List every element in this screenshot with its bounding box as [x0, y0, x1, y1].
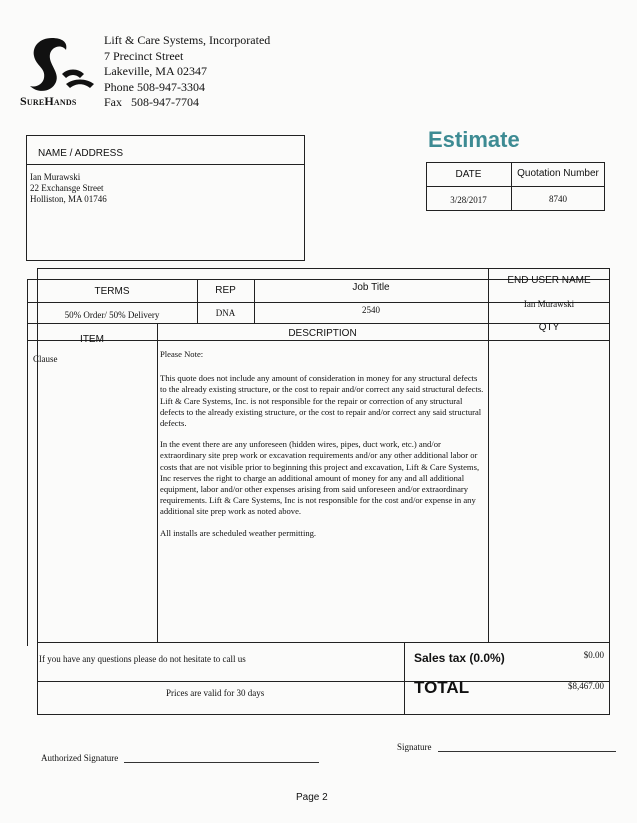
description-paragraph-2: In the event there are any unforeseen (hidden wires, pipes, duct work, etc.) and/or extraordinary site prep work or excavation requirements and/or any other additional labor or costs that are not visible prior to beginning this project and excavation, Lift & Care Systems, Inc reserves the right to charge an additional amount of money for any and all additional equipment, labor and/or other expenses arising from said unforeseen and/or extraordinary requirements. Lift & Care Systems, Inc is not responsible for the cost and/or expense in any additional site prep work as noted above. [160, 439, 480, 517]
prices-valid-note: Prices are valid for 30 days [166, 688, 265, 698]
description-title: Please Note: [160, 349, 204, 359]
address-header: NAME / ADDRESS [38, 148, 124, 159]
page-number: Page 2 [296, 792, 328, 803]
rep-header: REP [215, 285, 236, 296]
job-title-value: 2540 [362, 305, 380, 315]
end-user-value: Ian Murawski [523, 299, 575, 309]
description-paragraph-1: This quote does not include any amount of consideration in money for any structural defects to the already existing structure, or the cost to repair and/or correct any said structural defects. Lift & Care Systems, Inc. is not responsible for the repair or correction of any structural defects to the already existing structure, or the cost to repair and/or correct any said structural defects. [160, 373, 484, 429]
doc-title: Estimate [428, 127, 520, 152]
sales-tax-label: Sales tax (0.0%) [414, 651, 505, 665]
job-title-header: Job Title [352, 282, 390, 293]
item-clause: Clause [33, 354, 58, 364]
quotation-number: 8740 [549, 194, 567, 204]
sales-tax-value: $0.00 [583, 650, 604, 660]
company-city: Lakeville, MA 02347 [104, 64, 207, 78]
total-label: TOTAL [414, 678, 470, 697]
terms-value: 50% Order/ 50% Delivery [64, 310, 160, 320]
company-street: 7 Precinct Street [104, 49, 184, 63]
authorized-signature-label: Authorized Signature [41, 753, 119, 763]
address-line-city: Holliston, MA 01746 [30, 194, 107, 204]
company-name: Lift & Care Systems, Incorporated [104, 33, 271, 47]
signature-line[interactable] [438, 751, 616, 752]
logo-text: SureHands [20, 94, 77, 108]
address-line-name: Ian Murawski [30, 172, 81, 182]
item-description [160, 349, 484, 549]
company-phone: Phone 508-947-3304 [104, 80, 205, 94]
date-header: DATE [455, 169, 482, 180]
company-logo [22, 34, 102, 110]
qty-header: QTY [538, 322, 560, 333]
total-value: $8,467.00 [568, 681, 604, 691]
description-paragraph-3: All installs are scheduled weather permitting. [160, 527, 317, 538]
surehands-logo-icon [22, 34, 102, 96]
end-user-header: END USER NAME [507, 275, 591, 286]
company-fax: Fax 508-947-7704 [104, 95, 199, 109]
address-line-street: 22 Exchansge Street [30, 183, 104, 193]
signature-label: Signature [397, 742, 432, 752]
rep-value: DNA [215, 308, 236, 318]
quotation-number-header: Quotation Number [517, 168, 599, 179]
item-header: ITEM [80, 334, 104, 345]
description-header: DESCRIPTION [288, 328, 357, 339]
quote-date: 3/28/2017 [450, 195, 487, 205]
questions-note: If you have any questions please do not hesitate to call us [39, 654, 246, 664]
terms-header: TERMS [94, 286, 130, 297]
authorized-signature-line[interactable] [124, 762, 319, 763]
